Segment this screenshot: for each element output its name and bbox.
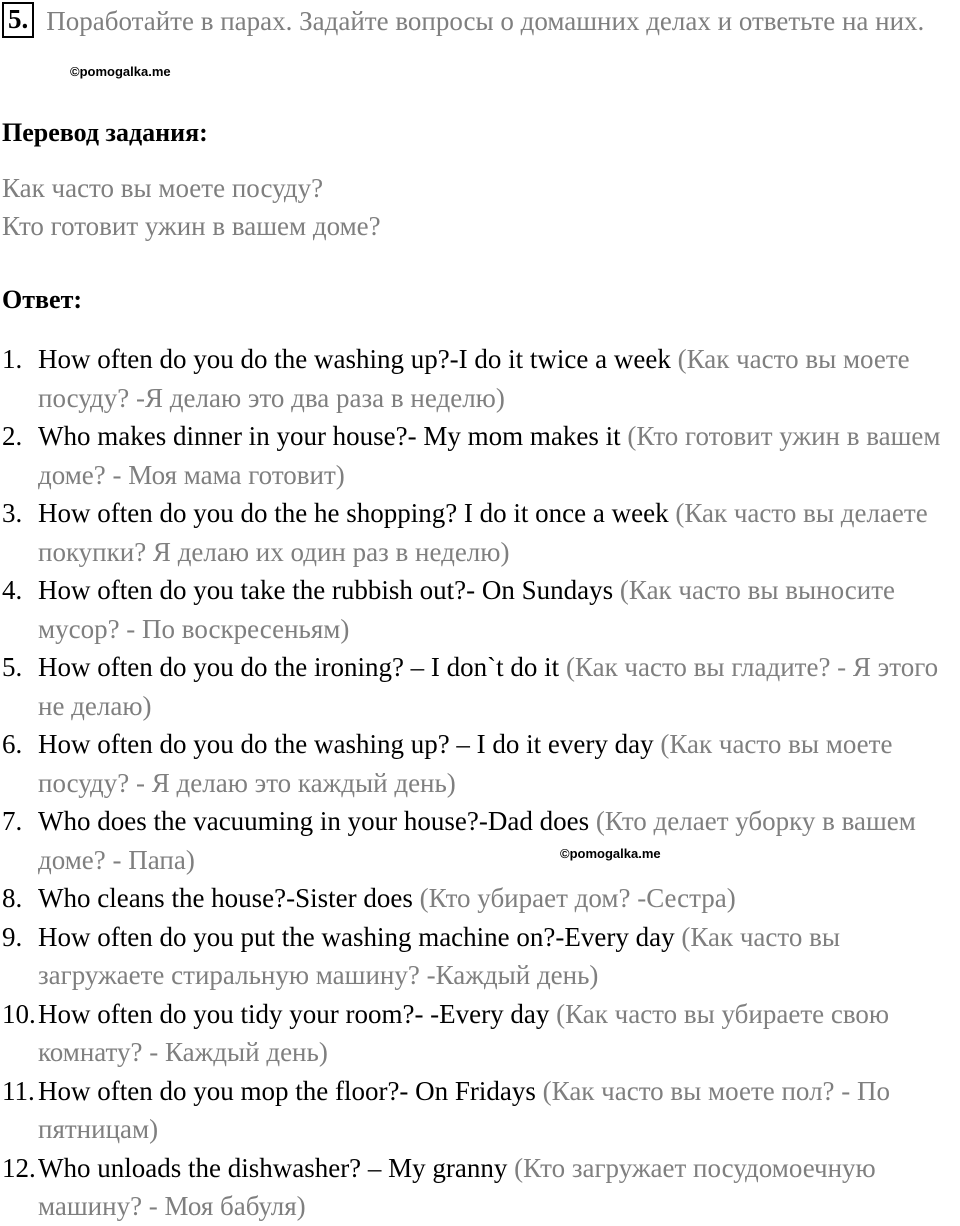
answer-russian: (Как часто вы делаете покупки? Я делаю их один раз в неделю) — [38, 498, 928, 567]
answer-item — [0, 1149, 960, 1226]
translation-lines — [2, 169, 381, 245]
answer-item — [0, 1072, 960, 1149]
answer-item — [0, 995, 960, 1072]
task-statement — [2, 2, 952, 40]
answer-item — [0, 802, 960, 879]
answer-russian: (Как часто вы моете посуду? -Я делаю это два раза в неделю) — [38, 344, 910, 413]
answer-russian: (Кто убирает дом? -Сестра) — [419, 883, 736, 913]
translation-heading: Перевод задания: — [2, 118, 208, 147]
answer-english: How often do you put the washing machine on?-Every day — [38, 921, 675, 952]
answer-russian: (Как часто вы загружаете стиральную машину? -Каждый день) — [38, 921, 840, 990]
answer-number: 3. — [2, 498, 23, 528]
answer-russian: (Как часто вы выносите мусор? - По воскресеньям) — [38, 575, 896, 644]
answer-number: 10. — [2, 998, 36, 1029]
answer-number: 8. — [2, 883, 23, 913]
answer-item — [0, 725, 960, 802]
answer-english: How often do you do the ironing? – I don`t do it — [38, 652, 560, 682]
answer-russian: (Как часто вы моете посуду? - Я делаю это каждый день) — [38, 729, 893, 798]
answer-item — [0, 340, 960, 417]
answer-english: Who unloads the dishwasher? – My granny — [38, 1152, 508, 1183]
answer-english: How often do you mop the floor?- On Fridays — [38, 1075, 536, 1106]
answer-russian: (Кто загружает посудомоечную машину? - Моя бабуля) — [38, 1152, 876, 1221]
answer-english: Who cleans the house?-Sister does — [38, 883, 413, 913]
answer-english: Who makes dinner in your house?- My mom makes it — [38, 421, 621, 451]
answer-russian: (Кто готовит ужин в вашем доме? - Моя мама готовит) — [38, 421, 941, 490]
answer-number: 11. — [2, 1075, 35, 1106]
answer-english: How often do you do the washing up? – I do it every day — [38, 729, 654, 759]
answer-number: 5. — [2, 652, 23, 682]
answer-item — [0, 648, 960, 725]
answer-number: 1. — [2, 344, 23, 374]
answer-item — [0, 879, 960, 918]
answer-english: How often do you do the washing up?-I do it twice a week — [38, 344, 671, 374]
answer-russian: (Как часто вы моете пол? - По пятницам) — [38, 1075, 891, 1144]
answer-russian: (Кто делает уборку в вашем доме? - Папа) — [38, 806, 916, 875]
answer-item — [0, 918, 960, 995]
answer-russian: (Как часто вы гладите? - Я этого не делаю) — [38, 652, 939, 721]
answer-number: 7. — [2, 806, 23, 836]
answer-list — [0, 340, 960, 1226]
answer-heading: Ответ: — [2, 285, 83, 314]
answer-number: 9. — [2, 921, 23, 952]
answer-english: How often do you take the rubbish out?- On Sundays — [38, 575, 614, 605]
answer-number: 2. — [2, 421, 23, 451]
answer-russian: (Как часто вы убираете свою комнату? - Каждый день) — [38, 998, 890, 1067]
watermark: ©pomogalka.me — [70, 64, 171, 79]
answer-english: How often do you do the he shopping? I do it once a week — [38, 498, 669, 528]
answer-number: 12. — [2, 1152, 36, 1183]
task-text: Поработайте в парах. Задайте вопросы о домашних делах и ответьте на них. — [46, 6, 925, 36]
translation-line: Кто готовит ужин в вашем доме? — [2, 211, 381, 241]
answer-number: 6. — [2, 729, 23, 759]
answer-item — [0, 417, 960, 494]
translation-line: Как часто вы моете посуду? — [2, 173, 324, 203]
watermark: ©pomogalka.me — [560, 846, 661, 861]
answer-english: Who does the vacuuming in your house?-Dad does — [38, 806, 590, 836]
answer-item — [0, 571, 960, 648]
answer-number: 4. — [2, 575, 23, 605]
answer-english: How often do you tidy your room?- -Every day — [38, 998, 550, 1029]
task-number-box: 5. — [2, 2, 34, 38]
answer-item — [0, 494, 960, 571]
